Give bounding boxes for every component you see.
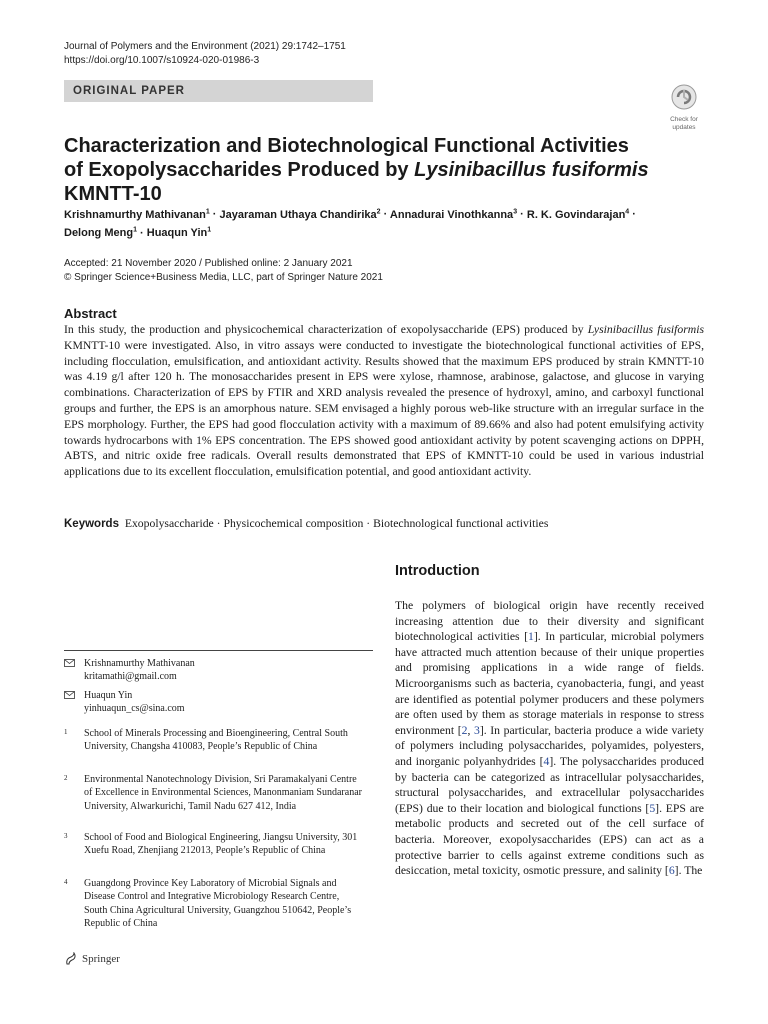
page-footer bbox=[64, 952, 120, 966]
check-for-updates-badge[interactable] bbox=[664, 84, 704, 131]
affiliation-number: 4 bbox=[64, 878, 68, 886]
correspondence-entry bbox=[64, 689, 185, 715]
affiliation bbox=[64, 727, 364, 754]
springer-logo-icon bbox=[64, 952, 78, 966]
article-type-banner: ORIGINAL PAPER bbox=[64, 80, 373, 102]
publisher-name: Springer bbox=[82, 953, 120, 965]
author[interactable]: Annadurai Vinothkanna$^3$ bbox=[389, 208, 518, 221]
check-for-updates-icon bbox=[671, 84, 697, 110]
author[interactable]: Jayaraman Uthaya Chandirika$^2$ bbox=[219, 208, 381, 221]
keywords-label: Keywords bbox=[64, 518, 119, 530]
correspondence-email[interactable]: yinhuaqun_cs@sina.com bbox=[84, 703, 185, 714]
author-list: Krishnamurthy Mathivanan$^1$ · Jayaraman Uthaya Chandirika$^2$ · Annadurai Vinothkanna$^3$ · R. K. Govindarajan$^4$ · Delong Meng$^1$ · Huaqun Yin$^1$ bbox=[64, 208, 636, 240]
affiliation bbox=[64, 877, 364, 930]
author[interactable]: Delong Meng$^1$ bbox=[64, 226, 137, 240]
author[interactable]: Krishnamurthy Mathivanan$^1$ bbox=[64, 208, 210, 221]
affiliation-number: 2 bbox=[64, 774, 68, 782]
envelope-icon bbox=[64, 659, 75, 667]
doi-link[interactable]: https://doi.org/10.1007/s10924-020-01986-3 bbox=[64, 55, 260, 66]
citation-link[interactable]: 6 bbox=[668, 864, 675, 878]
affiliation-text: School of Food and Biological Engineering, Jiangsu University, 301 Xuefu Road, Zhenjiang 212013, People’s Republic of China bbox=[84, 832, 358, 857]
affiliation-text: Environmental Nanotechnology Division, Sri Paramakalyani Centre of Excellence in Environmental Sciences, Manonmaniam Sundaranar University, Alwarkurichi, Tamil Nadu 627 412, India bbox=[84, 774, 362, 812]
affiliation bbox=[64, 773, 364, 813]
author[interactable]: R. K. Govindarajan$^4$ bbox=[526, 208, 630, 221]
affiliation-number: 1 bbox=[64, 728, 68, 736]
check-badge-line2: updates bbox=[672, 124, 696, 131]
author[interactable]: Huaqun Yin$^1$ bbox=[146, 226, 212, 240]
journal-citation: Journal of Polymers and the Environment (2021) 29:1742–1751 bbox=[64, 41, 346, 52]
correspondence-name: Krishnamurthy Mathivanan bbox=[84, 658, 195, 669]
affiliation-text: School of Minerals Processing and Bioengineering, Central South University, Changsha 410083, People’s Republic of China bbox=[84, 728, 348, 753]
envelope-icon bbox=[64, 691, 75, 699]
accepted-published-dates: Accepted: 21 November 2020 / Published online: 2 January 2021 bbox=[64, 258, 353, 269]
affiliation-number: 3 bbox=[64, 832, 68, 840]
correspondence-name: Huaqun Yin bbox=[84, 690, 133, 701]
affiliation-text: Guangdong Province Key Laboratory of Microbial Signals and Disease Control and Integrative Microbiology Research Centre, South China Agricultural University, Guangzhou 510642, People’s Republic of China bbox=[84, 878, 352, 929]
affiliation bbox=[64, 831, 364, 858]
correspondence-entry bbox=[64, 657, 195, 683]
check-badge-line1: Check for bbox=[670, 116, 698, 123]
keywords bbox=[64, 516, 704, 532]
introduction-heading: Introduction bbox=[395, 563, 480, 579]
abstract-text: In this study, the production and physicochemical characterization of exopolysaccharide (EPS) produced by Lysinibacillus fusiformis KMNTT-10 were investigated. Also, in vitro assays were conducted to investigate the biotechnological functional activities of EPS, including flocculation, emulsification, and antioxidant activity. Results showed that the maximum EPS produced by strain KMNTT-10 was 4.19 g/l after 120 h. The monosaccharides present in EPS were xylose, rhamnose, arabinose, galactose, and glucose in varying combinations. Characterization of EPS by FTIR and XRD analysis revealed the presence of hydroxyl, amino, and carboxyl functional groups and further, the EPS is an amorphous nature. SEM envisaged a highly porous web-like structure with an irregular surface in the EPS morphology. Further, the EPS had good flocculation activity with a maximum of 89.66% and also had potent emulsifying activity towards hydrocarbons with 1% EPS concentration. The EPS showed good antioxidant activity by potent scavenging actions on DPPH, ABTS, and nitric oxide free radicals. Overall results demonstrated that EPS of KMNTT-10 could be used in various industrial applications due to its excellent flocculation, emulsification potential, and good antioxidant activity. bbox=[64, 323, 705, 479]
citation-link[interactable]: 3 bbox=[474, 723, 480, 737]
footnote-divider bbox=[64, 650, 373, 651]
introduction-text: The polymers of biological origin have recently received increasing attention due to their diversity and significant biotechnological activities [1]. In particular, microbial polymers have attracted much attention because of their unique properties and promising applications in a wide range of fields. Microorganisms such as bacteria, cyanobacteria, fungi, and yeast are identified as potential polymer producers and these polymers are often used by them as storage materials in response to stress environment [2, 3]. In particular, bacteria produce a wide variety of polymers including polysaccharides, polyamides, polyesters, and inorganic polyanhydrides [4]. The polysaccharides produced by bacteria can be categorized as intracellular polysaccharides, structural polysaccharides, and extracellular polysaccharides (EPS) due to their location and biological functions [5]. EPS are metabolic products and secreted out of the cell surface of bacteria. Moreover, exopolysaccharides (EPS) can act as a protective barrier to cells against extreme conditions such as desiccation, metal toxicity, osmotic pressure, and salinity [6]. The bbox=[395, 599, 704, 878]
copyright-notice: © Springer Science+Business Media, LLC, part of Springer Nature 2021 bbox=[64, 271, 383, 283]
title-line2: of Exopolysaccharides Produced by Lysinibacillus fusiformis KMNTT-10 bbox=[64, 159, 649, 205]
citation-link[interactable]: 5 bbox=[649, 801, 656, 815]
journal-header bbox=[64, 40, 346, 68]
keywords-text: Exopolysaccharide · Physicochemical composition · Biotechnological functional activities bbox=[124, 517, 549, 530]
correspondence-email[interactable]: kritamathi@gmail.com bbox=[84, 671, 177, 682]
title-species: Lysinibacillus fusiformis bbox=[414, 159, 649, 181]
paper-title bbox=[64, 134, 704, 206]
title-line1: Characterization and Biotechnological Functional Activities bbox=[64, 135, 629, 157]
publication-dates bbox=[64, 257, 383, 284]
citation-link[interactable]: 1 bbox=[528, 630, 534, 644]
citation-link[interactable]: 2 bbox=[461, 723, 468, 737]
citation-link[interactable]: 4 bbox=[543, 754, 550, 768]
abstract-heading: Abstract bbox=[64, 306, 117, 321]
